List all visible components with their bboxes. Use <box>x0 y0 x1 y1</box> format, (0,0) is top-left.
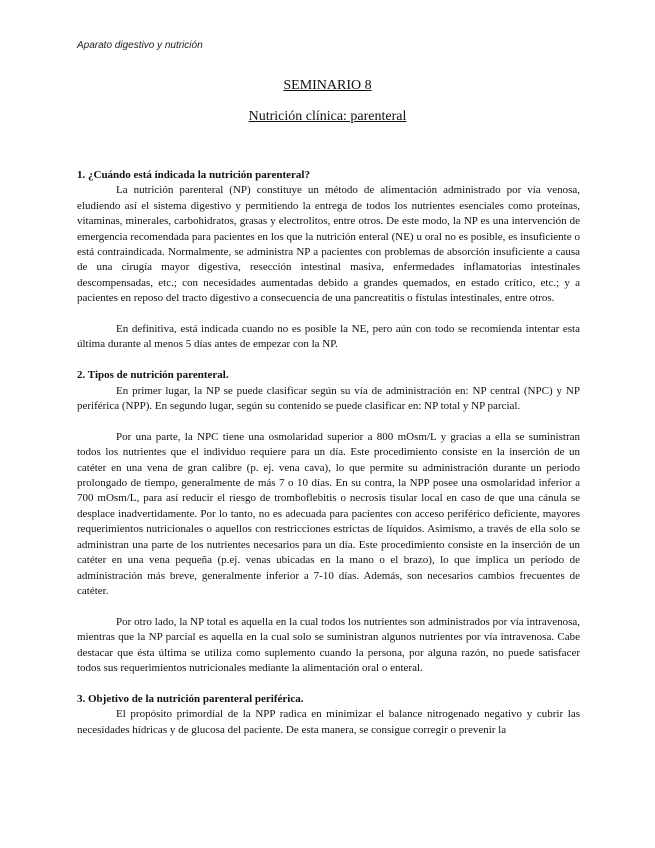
paragraph: La nutrición parenteral (NP) constituye un método de alimentación administrado por vía venosa, eludiendo así el sistema digestivo y permitiendo la entrega de todos los nutrientes esenciales como proteínas, vitaminas, minerales, carbohidratos, grasas y electrolitos, entre otros. De este modo, la NP es una intervención de emergencia recomendada para pacientes en los que la nutrición enteral (NE) u oral no es posible, es insuficiente o está contraindicada. Normalmente, se administra NP a pacientes con problemas de absorción insuficiente a causa de una cirugía mayor digestiva, resección intestinal masiva, enfermedades inflamatorias intestinales descompensadas, etc.; con necesidades aumentadas debido a grandes quemados, en estado crítico, etc.; y a pacientes en reposo del tracto digestivo a consecuencia de una pancreatitis o fístulas intestinales, entre otros. <box>77 184 580 305</box>
paragraph: Por una parte, la NPC tiene una osmolaridad superior a 800 mOsm/L y gracias a ella se suministran todos los nutrientes que el individuo requiere para un día. Este procedimiento consiste en la inserción de un catéter en una vena de gran calibre (p. ej. vena cava), lo que permite su administración durante un periodo prolongado de tiempo, generalmente de más 7 o 10 días. En su contra, la NPP posee una osmolaridad inferior a 700 mOsm/L, para así reducir el riesgo de tromboflebitis o necrosis tisular local en caso de que una cánula se desplace inadvertidamente. Por lo tanto, no es adecuada para pacientes con acceso periférico deficiente, mayores requerimientos nutricionales o aquellos con restricciones estrictas de líquidos. Asimismo, a través de ella solo se administran una parte de los nutrientes necesarios para un día. Este procedimiento consiste en la inserción de un catéter en una vena pequeña (p.ej. venas ubicadas en la mano o el brazo), lo que implica un periodo de administración más breve, generalmente inferior a 7-10 días. Además, son necesarios cambios frecuentes de catéter. <box>77 430 580 597</box>
section-heading: 2. Tipos de nutrición parenteral. <box>77 369 229 382</box>
section-types <box>77 368 580 676</box>
section-heading: 1. ¿Cuándo está indicada la nutrición parenteral? <box>77 169 310 181</box>
running-header: Aparato digestivo y nutrición <box>77 40 203 51</box>
paragraph: En definitiva, está indicada cuando no es posible la NE, pero aún con todo se recomienda intentar esta última durante al menos 5 días antes de empezar con la NP. <box>77 323 580 351</box>
section-objective <box>77 692 580 738</box>
document-title: SEMINARIO 8 <box>283 78 372 93</box>
paragraph: En primer lugar, la NP se puede clasificar según su vía de administración en: NP central (NPC) y NP periférica (NPP). En segundo lugar, según su contenido se puede clasificar en: NP total y NP parcial. <box>77 384 580 413</box>
paragraph: Por otro lado, la NP total es aquella en la cual todos los nutrientes son administrados por vía intravenosa, mientras que la NP parcial es aquella en la cual solo se suministran algunos nutrientes por vía intravenosa. Cabe destacar que ésta última se utiliza como suplemento cuando la persona, por alguna razón, no puede satisfacer todos sus requerimientos nutricionales mediante la alimentación oral o enteral. <box>77 615 580 674</box>
section-heading: 3. Objetivo de la nutrición parenteral periférica. <box>77 692 304 705</box>
document-body <box>77 168 580 738</box>
document-subtitle: Nutrición clínica: parenteral <box>248 109 407 124</box>
paragraph: El propósito primordial de la NPP radica en minimizar el balance nitrogenado negativo y cubrir las necesidades hídricas y de glucosa del paciente. De esta manera, se consigue corregir o prevenir la <box>77 708 580 736</box>
section-indications <box>77 168 580 353</box>
